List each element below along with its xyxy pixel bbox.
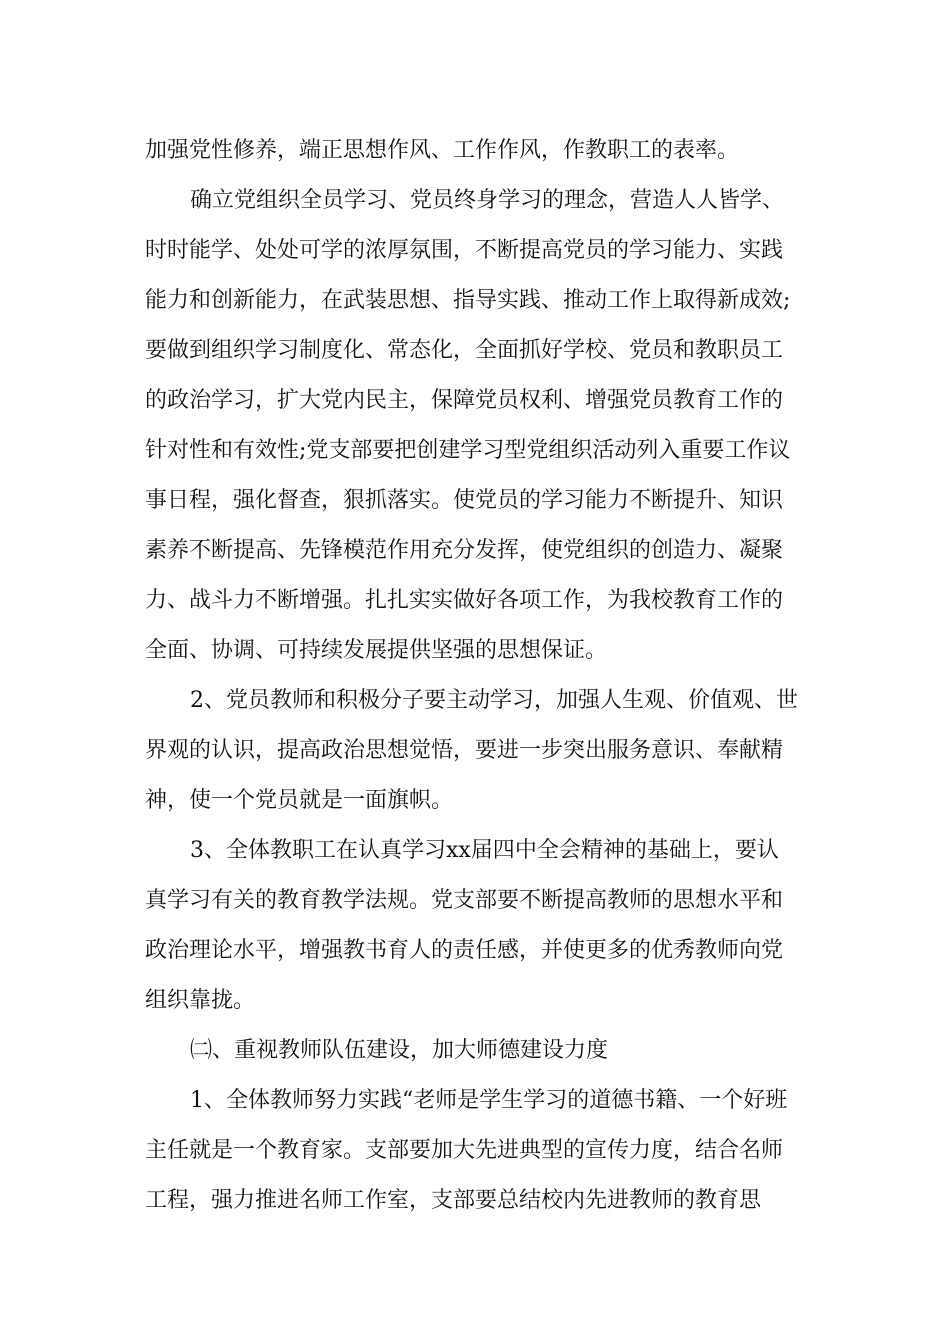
text-line-19: ㈡、重视教师队伍建设，加大师德建设力度 — [190, 1038, 609, 1063]
text-line-15: 3、全体教职工在认真学习xx届四中全会精神的基础上，要认 — [190, 838, 779, 863]
text-line-22: 工程，强力推进名师工作室，支部要总结校内先进教师的教育思 — [145, 1188, 762, 1213]
text-line-4: 能力和创新能力，在武装思想、指导实践、推动工作上取得新成效; — [145, 288, 791, 313]
text-line-8: 事日程，强化督查，狠抓落实。使党员的学习能力不断提升、知识 — [145, 488, 784, 513]
text-line-9: 素养不断提高、先锋模范作用充分发挥，使党组织的创造力、凝聚 — [145, 538, 784, 563]
text-line-13: 界观的认识，提高政治思想觉悟，要进一步突出服务意识、奉献精 — [145, 738, 784, 763]
text-line-6: 的政治学习，扩大党内民主，保障党员权利、增强党员教育工作的 — [145, 388, 784, 413]
text-line-16: 真学习有关的教育教学法规。党支部要不断提高教师的思想水平和 — [145, 888, 784, 913]
text-line-10: 力、战斗力不断增强。扎扎实实做好各项工作，为我校教育工作的 — [145, 588, 784, 613]
text-line-7: 针对性和有效性;党支部要把创建学习型党组织活动列入重要工作议 — [145, 438, 791, 463]
text-line-5: 要做到组织学习制度化、常态化，全面抓好学校、党员和教职员工 — [145, 338, 784, 363]
text-line-17: 政治理论水平，增强教书育人的责任感，并使更多的优秀教师向党 — [145, 938, 784, 963]
text-line-18: 组织靠拢。 — [145, 988, 256, 1013]
text-line-11: 全面、协调、可持续发展提供坚强的思想保证。 — [145, 638, 608, 663]
text-line-12: 2、党员教师和积极分子要主动学习，加强人生观、价值观、世 — [190, 688, 798, 713]
text-line-14: 神，使一个党员就是一面旗帜。 — [145, 788, 454, 813]
text-line-1: 加强党性修养，端正思想作风、工作作风，作教职工的表率。 — [145, 138, 740, 163]
text-line-21: 主任就是一个教育家。支部要加大先进典型的宣传力度，结合名师 — [145, 1138, 784, 1163]
text-line-3: 时时能学、处处可学的浓厚氛围，不断提高党员的学习能力、实践 — [145, 238, 784, 263]
text-line-20: 1、全体教师努力实践“老师是学生学习的道德书籍、一个好班 — [190, 1088, 788, 1113]
text-line-2: 确立党组织全员学习、党员终身学习的理念，营造人人皆学、 — [190, 188, 785, 213]
